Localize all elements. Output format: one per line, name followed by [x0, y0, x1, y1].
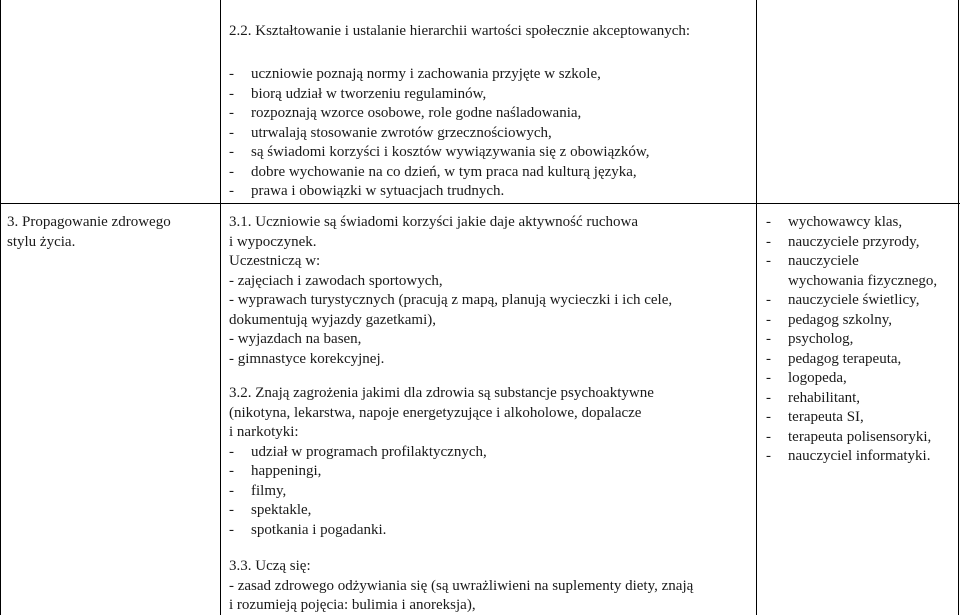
- table-border-left: [0, 0, 1, 615]
- list-item: - happeningi,: [229, 463, 322, 479]
- section-31-line: - zajęciach i zawodach sportowych,: [229, 272, 443, 289]
- list-item: - terapeuta SI,: [766, 409, 864, 425]
- section-31-line: - gimnastyce korekcyjnej.: [229, 350, 385, 367]
- list-item: - pedagog terapeuta,: [766, 350, 902, 367]
- list-item: - są świadomi korzyści i kosztów wywiązywania się z obowiązków,: [229, 144, 650, 160]
- list-item: - pedagog szkolny,: [766, 311, 893, 328]
- list-item: - psycholog,: [766, 331, 854, 347]
- list-item: - udział w programach profilaktycznych,: [229, 443, 487, 460]
- section-32-line: 3.2. Znają zagrożenia jakimi dla zdrowia są substancje psychoaktywne: [229, 385, 654, 401]
- responsible-list: [766, 213, 937, 467]
- section-3-title: [7, 213, 171, 252]
- table-column-divider-2: [756, 0, 757, 615]
- table-row-divider: [0, 203, 960, 204]
- section-31-line: - wyjazdach na basen,: [229, 331, 362, 347]
- table-border-right: [958, 0, 959, 615]
- section-22-heading: 2.2. Kształtowanie i ustalanie hierarchii wartości społecznie akceptowanych:: [229, 23, 691, 39]
- section-31-line: dokumentują wyjazdy gazetkami),: [229, 311, 437, 328]
- section-3-title-line: stylu życia.: [7, 233, 76, 250]
- list-item: - biorą udział w tworzeniu regulaminów,: [229, 85, 487, 102]
- list-item: - logopeda,: [766, 370, 847, 386]
- table-column-divider-1: [220, 0, 221, 615]
- section-31-line: Uczestniczą w:: [229, 253, 321, 269]
- list-item: - prawa i obowiązki w sytuacjach trudnych.: [229, 183, 505, 199]
- list-item: - spotkania i pogadanki.: [229, 521, 387, 538]
- list-item: - rehabilitant,: [766, 389, 861, 406]
- section-31-line: - wyprawach turystycznych (pracują z mapą, planują wycieczki i ich cele,: [229, 292, 673, 308]
- list-item: - utrwalają stosowanie zwrotów grzecznościowych,: [229, 124, 552, 141]
- list-item: - terapeuta polisensoryki,: [766, 428, 932, 445]
- section-22-list: [229, 65, 650, 202]
- list-item: - filmy,: [229, 482, 287, 499]
- list-item: - uczniowie poznają normy i zachowania przyjęte w szkole,: [229, 66, 601, 82]
- section-33-line: i rozumieją pojęcia: bulimia i anoreksja),: [229, 597, 476, 613]
- section-3-title-line: 3. Propagowanie zdrowego: [7, 214, 171, 230]
- section-32: [229, 384, 654, 540]
- list-item: - spektakle,: [229, 502, 312, 518]
- list-item: - nauczyciele przyrody,: [766, 233, 920, 250]
- list-item: - nauczyciel informatyki.: [766, 448, 931, 464]
- list-item: - rozpoznają wzorce osobowe, role godne naśladowania,: [229, 105, 582, 121]
- list-item: - nauczyciele świetlicy,: [766, 292, 920, 308]
- section-32-line: i narkotyki:: [229, 424, 299, 440]
- section-31-line: 3.1. Uczniowie są świadomi korzyści jakie daje aktywność ruchowa: [229, 214, 639, 230]
- list-item: - wychowawcy klas,: [766, 214, 903, 230]
- list-item: wychowania fizycznego,: [788, 272, 938, 289]
- list-item: - dobre wychowanie na co dzień, w tym praca nad kulturą języka,: [229, 163, 637, 180]
- section-31-line: i wypoczynek.: [229, 233, 317, 250]
- section-32-line: (nikotyna, lekarstwa, napoje energetyzujące i alkoholowe, dopalacze: [229, 404, 642, 421]
- section-31: [229, 213, 672, 369]
- list-item: - nauczyciele: [766, 253, 859, 269]
- section-33-line: - zasad zdrowego odżywiania się (są uwrażliwieni na suplementy diety, znają: [229, 577, 694, 594]
- section-33: [229, 557, 693, 616]
- section-33-line: 3.3. Uczą się:: [229, 558, 311, 574]
